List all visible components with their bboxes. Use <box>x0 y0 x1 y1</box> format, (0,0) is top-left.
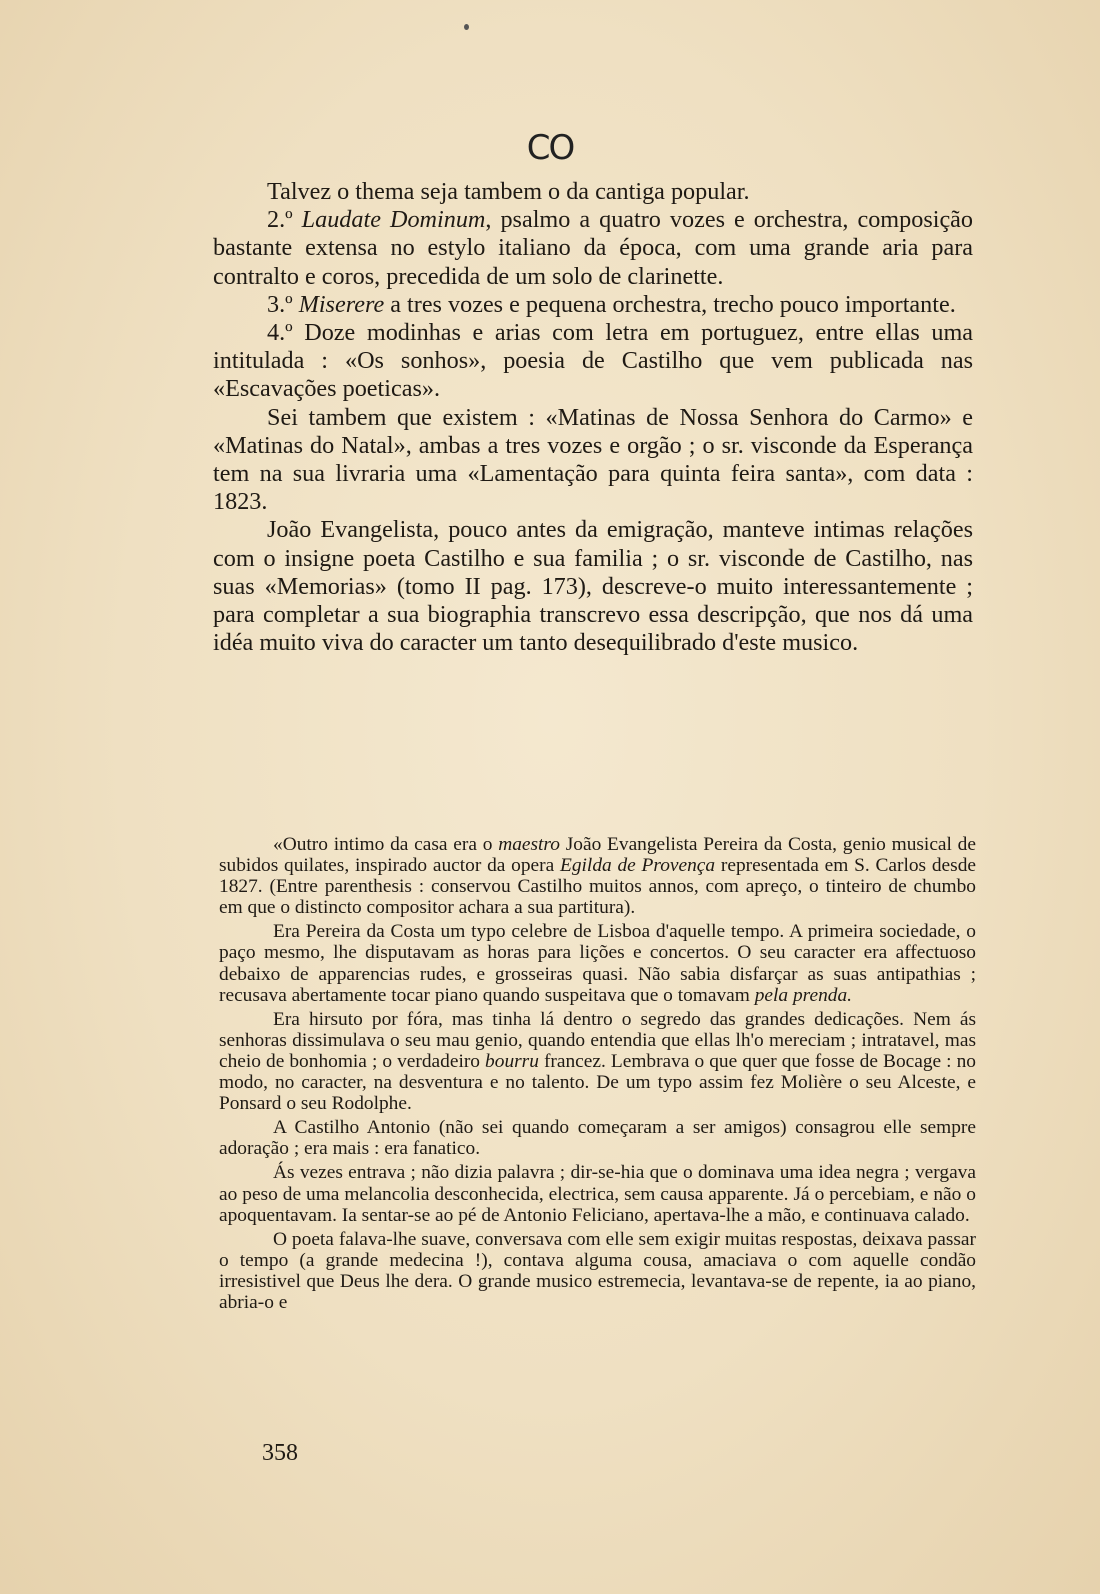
quote-text: João Evangelista Pereira da Costa, genio musical de subidos quilates, inspirado auctor da opera <box>219 834 976 877</box>
paragraph-text: a tres vozes e pequena orchestra, trecho pouco importante. <box>384 290 956 318</box>
item-number: 3.º <box>267 290 299 318</box>
quote-paragraph-1 <box>219 834 976 918</box>
quote-text: «Outro intimo da casa era o <box>273 834 499 855</box>
quote-text: Era Pereira da Costa um typo celebre de Lisboa d'aquelle tempo. A primeira sociedade, o paço mesmo, lhe disputavam as horas para lições e concertos. O seu caracter era affectuoso debaixo de apparencias rudes, e grosseiras quasi. Não sabia disfarçar as suas antipathias ; recusava abertamente tocar piano quando suspeitava que o tomavam <box>219 921 976 1006</box>
italic-term: maestro <box>498 834 560 855</box>
paragraph-3 <box>213 291 973 319</box>
paragraph-1: Talvez o thema seja tambem o da cantiga popular. <box>267 178 750 205</box>
paragraph-text: , psalmo a quatro vozes e orchestra, composição bastante extensa no estylo italiano da época, com uma grande aria para contralto e coros, precedida de um solo de clarinette. <box>213 206 974 290</box>
paragraph-4: 4.º Doze modinhas e arias com letra em portuguez, entre ellas uma intitulada : «Os sonhos», poesia de Castilho que vem publicada nas «Escavações poeticas». <box>213 319 973 403</box>
ink-speck <box>464 24 469 30</box>
quote-paragraph-3 <box>219 1009 976 1114</box>
quote-paragraph-4: A Castilho Antonio (não sei quando começaram a ser amigos) consagrou elle sempre adoração ; era mais : era fanatico. <box>219 1117 976 1160</box>
work-title: Miserere <box>298 290 385 318</box>
quote-paragraph-5: Ás vezes entrava ; não dizia palavra ; dir-se-hia que o dominava uma idea negra ; vergava ao peso de uma melancolia desconhecida, electrica, sem causa apparente. Já o percebiam, e não o apoquentavam. Ia sentar-se ao pé de Antonio Feliciano, apertava-lhe a mão, e continuava calado. <box>219 1162 976 1226</box>
italic-term: pela prenda. <box>754 984 853 1006</box>
quote-text: Era hirsuto por fóra, mas tinha lá dentro o segredo das grandes dedicações. Nem ás senhoras dissimulava o seu mau genio, quando entendia que ellas lh'o mereciam ; intratavel, mas cheio de bonhomia ; o verdadeiro <box>219 1008 976 1072</box>
opera-title: Egilda de Provença <box>560 855 716 877</box>
page-number: 358 <box>262 1440 298 1466</box>
quote-text: francez. Lembrava o que quer que fosse de Bocage : no modo, no caracter, na desventura e no talento. De um typo assim fez Molière o seu Alceste, e Ponsard o seu Rodolphe. <box>219 1050 976 1115</box>
section-mark: CO <box>526 128 574 168</box>
quote-paragraph-6: O poeta falava-lhe suave, conversava com elle sem exigir muitas respostas, deixava passar o tempo (a grande medecina !), contava alguma cousa, amaciava o com aquelle condão irresistivel que Deus lhe dera. O grande musico estremecia, levantava-se de repente, ia ao piano, abria-o e <box>219 1228 976 1313</box>
block-quote <box>219 834 976 1313</box>
main-text <box>213 178 973 657</box>
item-number: 2.º <box>267 206 302 234</box>
work-title: Laudate Dominum <box>301 206 486 234</box>
paragraph-2 <box>213 206 973 291</box>
paragraph-6: João Evangelista, pouco antes da emigração, manteve intimas relações com o insigne poeta Castilho e sua familia ; o sr. visconde de Castilho, nas suas «Memorias» (tomo II pag. 173), descreve-o muito interessantemente ; para completar a sua biographia transcrevo essa descripção, que nos dá uma idéa muito viva do caracter um tanto desequilibrado d'este musico. <box>213 516 973 657</box>
quote-paragraph-2 <box>219 921 976 1005</box>
paragraph-5: Sei tambem que existem : «Matinas de Nossa Senhora do Carmo» e «Matinas do Natal», ambas a tres vozes e orgão ; o sr. visconde da Esperança tem na sua livraria uma «Lamentação para quinta feira santa», com data : 1823. <box>213 403 973 516</box>
quote-text: representada em S. Carlos desde 1827. (Entre parenthesis : conservou Castilho muitos annos, com apreço, o tinteiro de chumbo em que o distincto compositor achara a sua partitura). <box>219 855 977 919</box>
italic-term: bourru <box>485 1050 539 1072</box>
